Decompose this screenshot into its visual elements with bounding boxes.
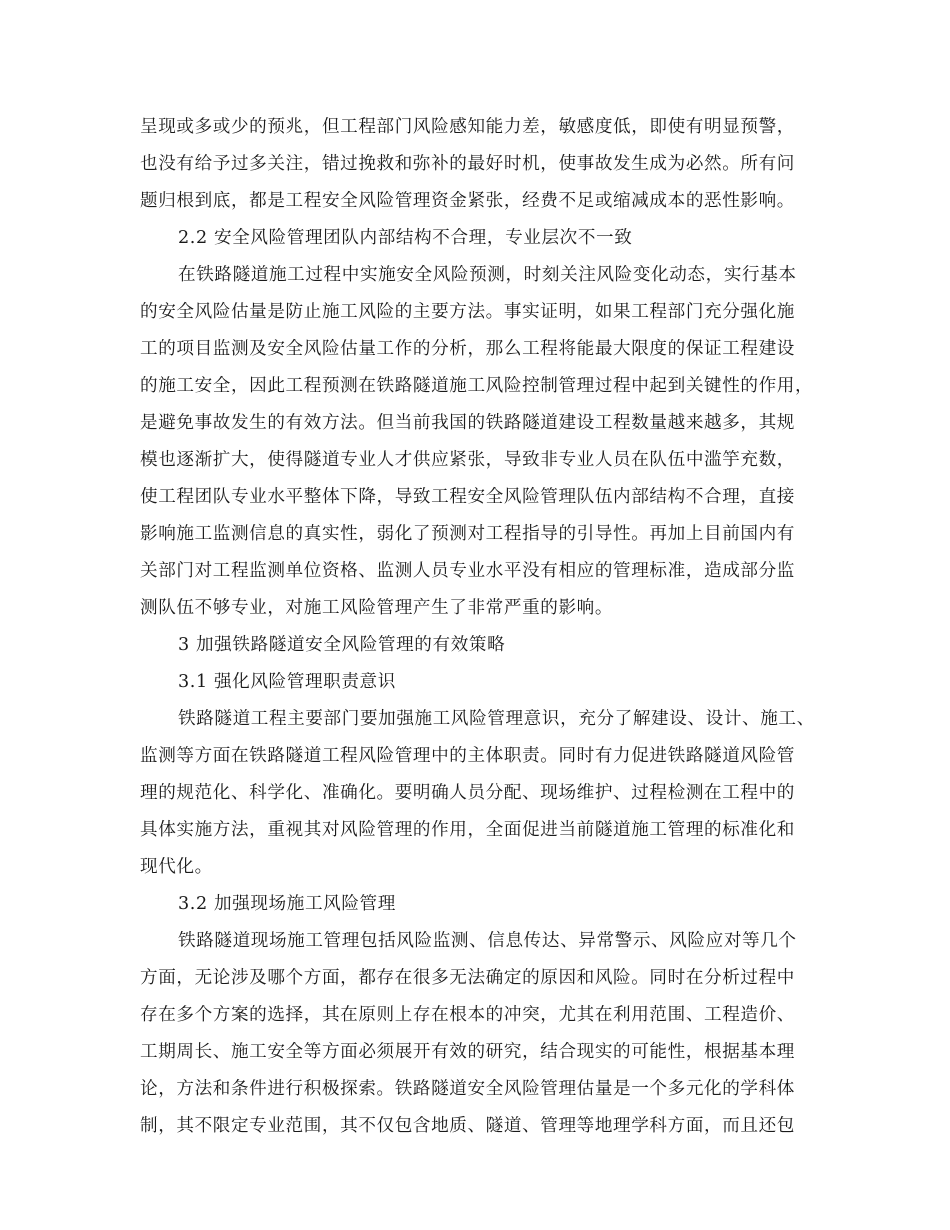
paragraph-line: 使工程团队专业水平整体下降，导致工程安全风险管理队伍内部结构不合理，直接: [140, 487, 795, 507]
paragraph-line: 测队伍不够专业，对施工风险管理产生了非常严重的影响。: [140, 598, 614, 618]
paragraph-line: 是避免事故发生的有效方法。但当前我国的铁路隧道建设工程数量越来越多，其规: [140, 413, 795, 433]
paragraph-line: 铁路隧道工程主要部门要加强施工风险管理意识，充分了解建设、设计、施工、: [178, 709, 815, 729]
paragraph-line: 方面，无论涉及哪个方面，都存在很多无法确定的原因和风险。同时在分析过程中: [140, 968, 795, 988]
paragraph-line: 现代化。: [140, 857, 213, 877]
section-heading: 3.2 加强现场施工风险管理: [178, 894, 396, 914]
section-heading: 3 加强铁路隧道安全风险管理的有效策略: [178, 635, 506, 655]
paragraph-line: 工的项目监测及安全风险估量工作的分析，那么工程将能最大限度的保证工程建设: [140, 339, 795, 359]
paragraph-line: 具体实施方法，重视其对风险管理的作用，全面促进当前隧道施工管理的标准化和: [140, 820, 795, 840]
paragraph-line: 影响施工监测信息的真实性，弱化了预测对工程指导的引导性。再加上目前国内有: [140, 524, 795, 544]
paragraph-line: 也没有给予过多关注，错过挽救和弥补的最好时机，使事故发生成为必然。所有问: [140, 154, 795, 174]
paragraph-line: 监测等方面在铁路隧道工程风险管理中的主体职责。同时有力促进铁路隧道风险管: [140, 746, 795, 766]
paragraph-line: 存在多个方案的选择，其在原则上存在根本的冲突，尤其在利用范围、工程造价、: [140, 1005, 795, 1025]
paragraph-line: 的施工安全，因此工程预测在铁路隧道施工风险控制管理过程中起到关键性的作用，: [140, 376, 814, 396]
section-heading: 2.2 安全风险管理团队内部结构不合理，专业层次不一致: [178, 228, 633, 248]
paragraph-line: 铁路隧道现场施工管理包括风险监测、信息传达、异常警示、风险应对等几个: [178, 931, 797, 951]
paragraph-line: 在铁路隧道施工过程中实施安全风险预测，时刻关注风险变化动态，实行基本: [178, 265, 797, 285]
paragraph-line: 题归根到底，都是工程安全风险管理资金紧张，经费不足或缩减成本的恶性影响。: [140, 191, 795, 211]
paragraph-line: 的安全风险估量是防止施工风险的主要方法。事实证明，如果工程部门充分强化施: [140, 302, 795, 322]
section-heading: 3.1 强化风险管理职责意识: [178, 672, 396, 692]
paragraph-line: 论，方法和条件进行积极探索。铁路隧道安全风险管理估量是一个多元化的学科体: [140, 1079, 795, 1099]
paragraph-line: 关部门对工程监测单位资格、监测人员专业水平没有相应的管理标准，造成部分监: [140, 561, 795, 581]
paragraph-line: 制，其不限定专业范围，其不仅包含地质、隧道、管理等地理学科方面，而且还包: [140, 1116, 795, 1136]
paragraph-line: 模也逐渐扩大，使得隧道专业人才供应紧张，导致非专业人员在队伍中滥竽充数，: [140, 450, 795, 470]
paragraph-line: 工期周长、施工安全等方面必须展开有效的研究，结合现实的可能性，根据基本理: [140, 1042, 795, 1062]
paragraph-line: 呈现或多或少的预兆，但工程部门风险感知能力差，敏感度低，即使有明显预警，: [140, 117, 795, 137]
paragraph-line: 理的规范化、科学化、准确化。要明确人员分配、现场维护、过程检测在工程中的: [140, 783, 795, 803]
